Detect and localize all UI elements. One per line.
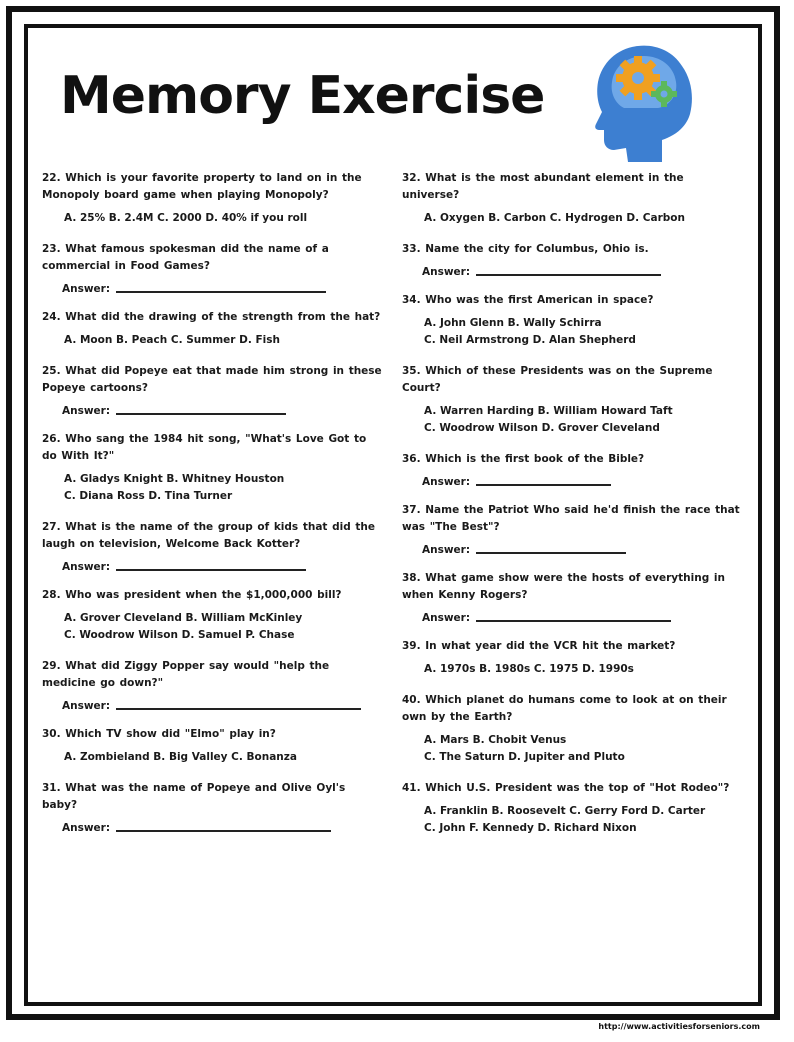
question-text: 33. Name the city for Columbus, Ohio is. (402, 243, 649, 255)
page-title: Memory Exercise (60, 66, 545, 126)
answer-blank-line[interactable] (476, 274, 661, 276)
answer-label: Answer: (422, 476, 471, 488)
question-text: 25. What did Popeye eat that made him strong in these Popeye cartoons? (42, 365, 382, 394)
answer-options (424, 661, 742, 678)
answer-label: Answer: (62, 822, 111, 834)
option-line: A. Franklin B. Roosevelt C. Gerry Ford D. Carter (424, 805, 706, 817)
option-line: C. The Saturn D. Jupiter and Pluto (424, 751, 625, 763)
option-line: A. Warren Harding B. William Howard Taft (424, 405, 673, 417)
question-text: 23. What famous spokesman did the name of a commercial in Food Games? (42, 243, 329, 272)
answer-blank-line[interactable] (116, 569, 306, 571)
answer-field[interactable] (62, 283, 382, 295)
question-text: 32. What is the most abundant element in the universe? (402, 172, 684, 201)
option-line: A. 25% B. 2.4M C. 2000 D. 40% if you roll (64, 212, 308, 224)
option-line: C. John F. Kennedy D. Richard Nixon (424, 822, 637, 834)
question-text: 41. Which U.S. President was the top of "Hot Rodeo"? (402, 782, 730, 794)
question-item (402, 502, 742, 556)
question-item (42, 519, 382, 573)
option-line: A. Oxygen B. Carbon C. Hydrogen D. Carbon (424, 212, 685, 224)
question-item (42, 309, 382, 349)
option-line: A. 1970s B. 1980s C. 1975 D. 1990s (424, 663, 634, 675)
answer-options (64, 610, 382, 644)
answer-options (64, 749, 382, 766)
question-item (402, 451, 742, 488)
answer-field[interactable] (422, 476, 742, 488)
answer-options (424, 315, 742, 349)
answer-blank-line[interactable] (116, 830, 331, 832)
answer-label: Answer: (62, 405, 111, 417)
option-line: C. Woodrow Wilson D. Samuel P. Chase (64, 629, 295, 641)
question-text: 31. What was the name of Popeye and Olive Oyl's baby? (42, 782, 346, 811)
answer-field[interactable] (422, 612, 742, 624)
brain-gears-icon (590, 36, 700, 164)
answer-field[interactable] (62, 700, 382, 712)
answer-options (64, 210, 382, 227)
answer-label: Answer: (62, 283, 111, 295)
answer-label: Answer: (62, 561, 111, 573)
question-text: 22. Which is your favorite property to land on in the Monopoly board game when playing Monopoly? (42, 172, 362, 201)
left-question-column (42, 170, 382, 848)
answer-options (64, 332, 382, 349)
question-text: 27. What is the name of the group of kids that did the laugh on television, Welcome Back Kotter? (42, 521, 375, 550)
answer-field[interactable] (62, 405, 382, 417)
question-item (402, 241, 742, 278)
option-line: A. Gladys Knight B. Whitney Houston (64, 473, 285, 485)
option-line: A. Moon B. Peach C. Summer D. Fish (64, 334, 280, 346)
question-item (402, 570, 742, 624)
question-item (42, 658, 382, 712)
answer-field[interactable] (422, 544, 742, 556)
question-text: 24. What did the drawing of the strength from the hat? (42, 311, 381, 323)
answer-blank-line[interactable] (116, 708, 361, 710)
question-item (402, 363, 742, 437)
question-item (42, 431, 382, 505)
question-text: 39. In what year did the VCR hit the market? (402, 640, 676, 652)
option-line: C. Neil Armstrong D. Alan Shepherd (424, 334, 636, 346)
answer-label: Answer: (422, 612, 471, 624)
question-item (42, 363, 382, 417)
answer-blank-line[interactable] (476, 552, 626, 554)
right-question-column (402, 170, 742, 851)
question-item (42, 170, 382, 227)
answer-options (424, 403, 742, 437)
question-text: 36. Which is the first book of the Bible? (402, 453, 645, 465)
question-item (42, 241, 382, 295)
question-text: 29. What did Ziggy Popper say would "help the medicine go down?" (42, 660, 330, 689)
answer-blank-line[interactable] (476, 484, 611, 486)
question-text: 40. Which planet do humans come to look at on their own by the Earth? (402, 694, 727, 723)
answer-label: Answer: (422, 266, 471, 278)
option-line: A. John Glenn B. Wally Schirra (424, 317, 602, 329)
question-item (402, 292, 742, 349)
option-line: A. Zombieland B. Big Valley C. Bonanza (64, 751, 297, 763)
question-item (42, 587, 382, 644)
question-item (42, 726, 382, 766)
option-line: C. Woodrow Wilson D. Grover Cleveland (424, 422, 660, 434)
question-text: 35. Which of these Presidents was on the Supreme Court? (402, 365, 713, 394)
answer-options (64, 471, 382, 505)
option-line: C. Diana Ross D. Tina Turner (64, 490, 233, 502)
answer-options (424, 803, 742, 837)
answer-field[interactable] (422, 266, 742, 278)
question-text: 34. Who was the first American in space? (402, 294, 654, 306)
answer-field[interactable] (62, 822, 382, 834)
answer-blank-line[interactable] (116, 413, 286, 415)
answer-options (424, 210, 742, 227)
question-text: 28. Who was president when the $1,000,000 bill? (42, 589, 342, 601)
footer-url: http://www.activitiesforseniors.com (598, 1022, 760, 1031)
question-item (402, 780, 742, 837)
question-text: 37. Name the Patriot Who said he'd finish the race that was "The Best"? (402, 504, 740, 533)
option-line: A. Mars B. Chobit Venus (424, 734, 567, 746)
option-line: A. Grover Cleveland B. William McKinley (64, 612, 303, 624)
question-item (402, 692, 742, 766)
question-item (402, 170, 742, 227)
answer-options (424, 732, 742, 766)
answer-field[interactable] (62, 561, 382, 573)
question-text: 26. Who sang the 1984 hit song, "What's Love Got to do With It?" (42, 433, 367, 462)
question-text: 38. What game show were the hosts of everything in when Kenny Rogers? (402, 572, 725, 601)
question-text: 30. Which TV show did "Elmo" play in? (42, 728, 276, 740)
question-item (42, 780, 382, 834)
answer-blank-line[interactable] (476, 620, 671, 622)
question-item (402, 638, 742, 678)
answer-label: Answer: (422, 544, 471, 556)
answer-blank-line[interactable] (116, 291, 326, 293)
answer-label: Answer: (62, 700, 111, 712)
